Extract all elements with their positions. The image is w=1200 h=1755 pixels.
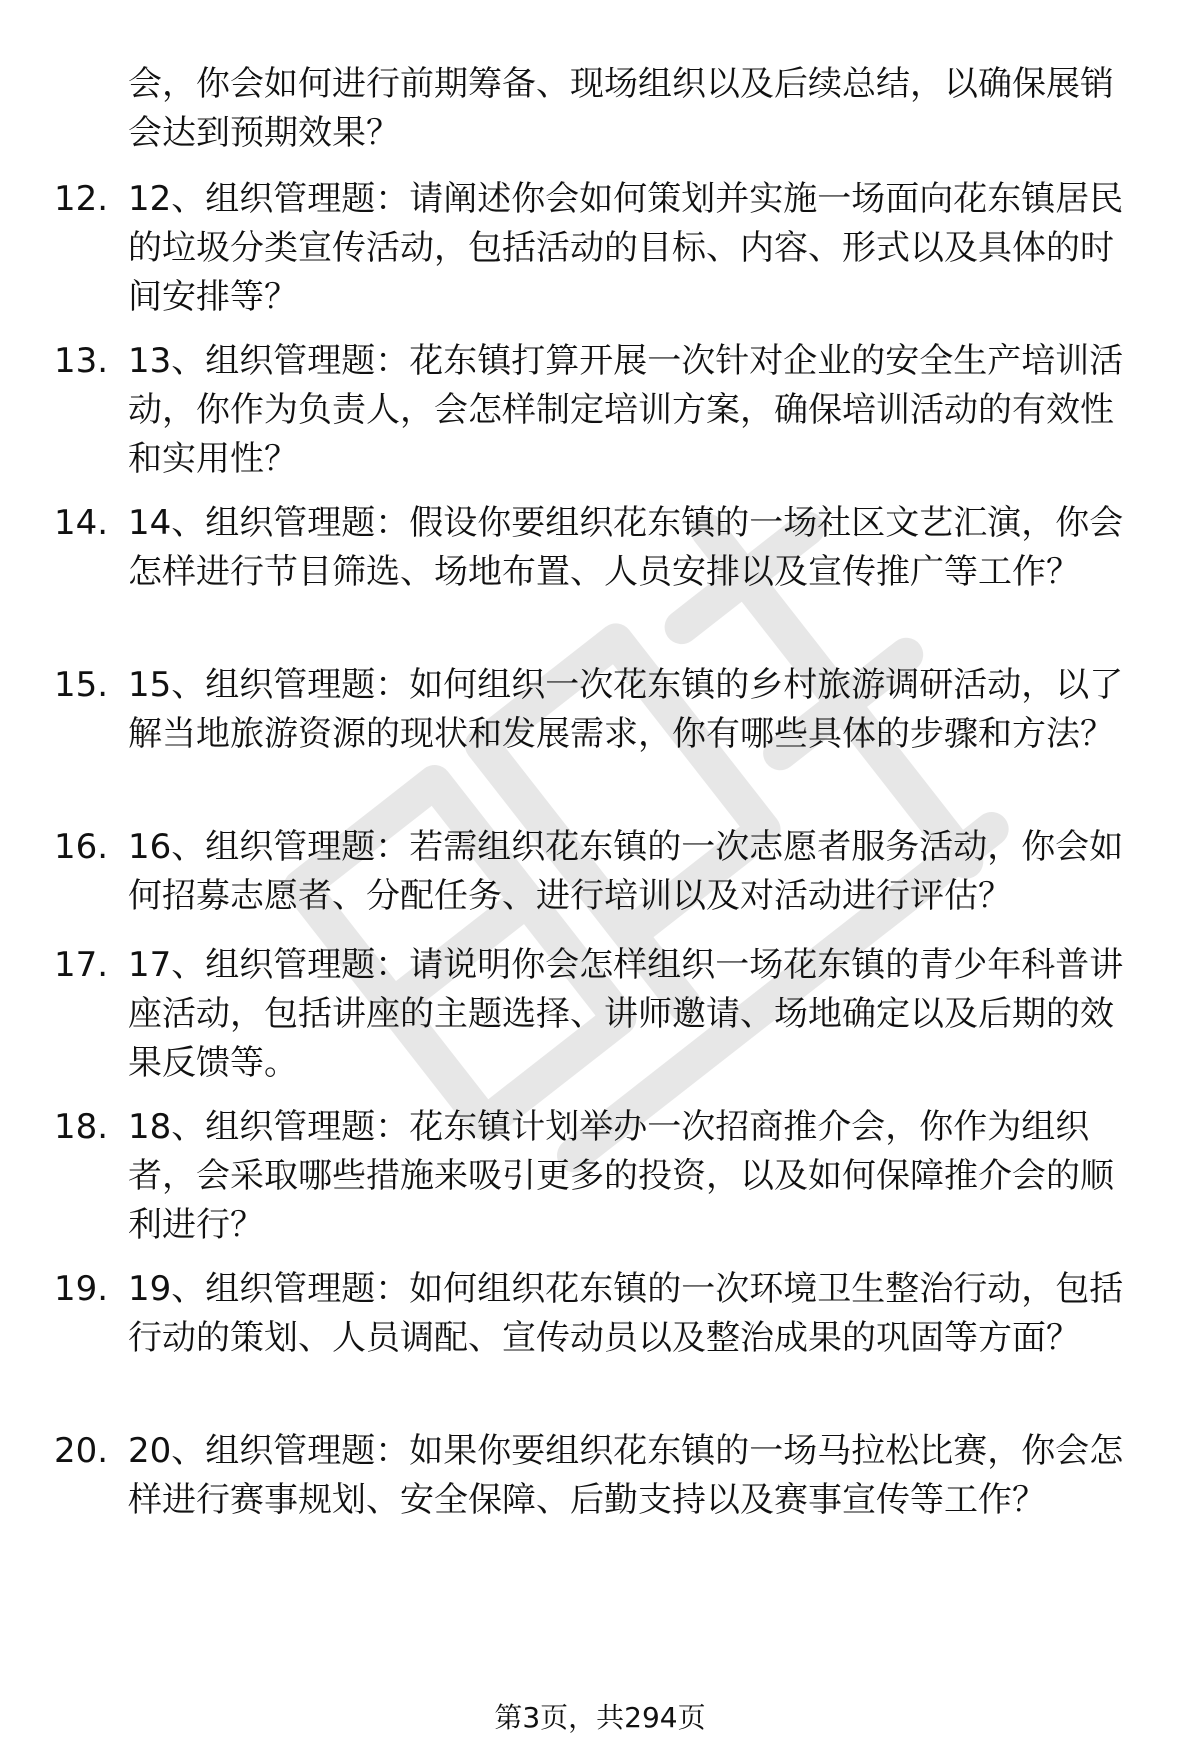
page-number-footer: 第3页，共294页 (494, 1701, 706, 1734)
question-text: 12、组织管理题：请阐述你会如何策划并实施一场面向花东镇居民的垃圾分类宣传活动，包括活动的目标、内容、形式以及具体的时间安排等？ (128, 179, 1124, 317)
list-number: 12. (54, 179, 109, 219)
question-text: 17、组织管理题：请说明你会怎样组织一场花东镇的青少年科普讲座活动，包括讲座的主题选择、讲师邀请、场地确定以及后期的效果反馈等。 (128, 945, 1124, 1083)
question-text: 14、组织管理题：假设你要组织花东镇的一场社区文艺汇演，你会怎样进行节目筛选、场地布置、人员安排以及宣传推广等工作？ (128, 503, 1124, 592)
question-text: 20、组织管理题：如果你要组织花东镇的一场马拉松比赛，你会怎样进行赛事规划、安全保障、后勤支持以及赛事宣传等工作？ (128, 1431, 1124, 1520)
list-number: 19. (54, 1269, 109, 1309)
list-number: 16. (54, 827, 109, 867)
question-text: 15、组织管理题：如何组织一次花东镇的乡村旅游调研活动，以了解当地旅游资源的现状和发展需求，你有哪些具体的步骤和方法？ (128, 665, 1124, 754)
list-number: 13. (54, 341, 109, 381)
question-text: 13、组织管理题：花东镇打算开展一次针对企业的安全生产培训活动，你作为负责人，会怎样制定培训方案，确保培训活动的有效性和实用性？ (128, 341, 1124, 479)
question-text: 16、组织管理题：若需组织花东镇的一次志愿者服务活动，你会如何招募志愿者、分配任务、进行培训以及对活动进行评估？ (128, 827, 1124, 916)
list-number: 20. (54, 1431, 109, 1471)
list-number: 15. (54, 665, 109, 705)
list-number: 14. (54, 503, 109, 543)
list-number: 17. (54, 945, 109, 985)
list-number: 18. (54, 1107, 109, 1147)
question-11-continuation: 会，你会如何进行前期筹备、现场组织以及后续总结，以确保展销会达到预期效果？ (128, 64, 1114, 153)
question-text: 19、组织管理题：如何组织花东镇的一次环境卫生整治行动，包括行动的策划、人员调配、宣传动员以及整治成果的巩固等方面？ (128, 1269, 1124, 1358)
question-text: 18、组织管理题：花东镇计划举办一次招商推介会，你作为组织者，会采取哪些措施来吸引更多的投资，以及如何保障推介会的顺利进行？ (128, 1107, 1114, 1245)
